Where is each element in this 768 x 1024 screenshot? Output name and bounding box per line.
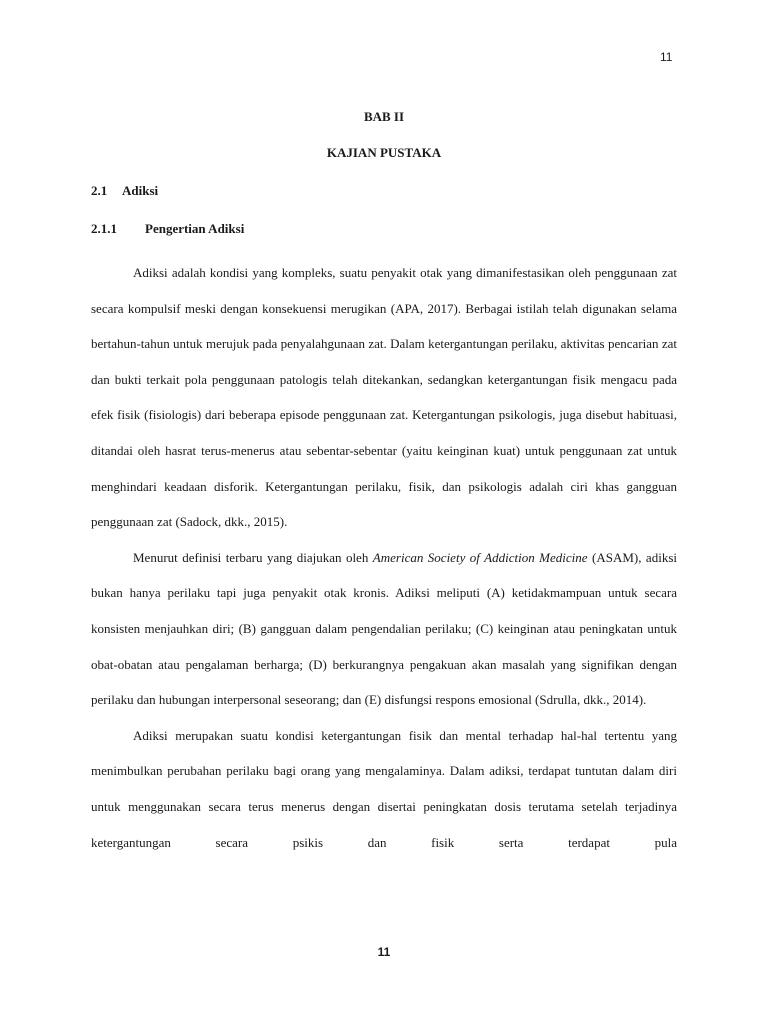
page-number-bottom: 11 [377,945,391,959]
paragraph-1: Adiksi adalah kondisi yang kompleks, suatu penyakit otak yang dimanifestasikan oleh penggunaan zat secara kompulsif meski dengan konsekuensi merugikan (APA, 2017). Berbagai istilah telah digunakan selama bertahun-tahun untuk merujuk pada penyalahgunaan zat. Dalam ketergantungan perilaku, aktivitas pencarian zat dan bukti terkait pola penggunaan patologis telah ditekankan, sedangkan ketergantungan fisik mengacu pada efek fisik (fisiologis) dari beberapa episode penggunaan zat. Ketergantungan psikologis, juga disebut habituasi, ditandai oleh hasrat terus-menerus atau sebentar-sebentar (yaitu keinginan kuat) untuk penggunaan zat untuk menghindari keadaan disforik. Ketergantungan perilaku, fisik, dan psikologis adalah ciri khas gangguan penggunaan zat (Sadock, dkk., 2015). [91,265,677,530]
chapter-number: BAB II [363,109,405,124]
subsection-heading [91,221,244,237]
body-text [91,255,677,860]
paragraph-3: Adiksi merupakan suatu kondisi ketergantungan fisik dan mental terhadap hal-hal tertentu yang menimbulkan perubahan perilaku bagi orang yang mengalaminya. Dalam adiksi, terdapat tuntutan dalam diri untuk menggunakan secara terus menerus dengan disertai peningkatan dosis terutama setelah terjadinya ketergantungan secara psikis dan fisik serta terdapat pula [91,727,677,850]
page-number-top: 11 [660,50,673,64]
paragraph-2 [91,540,677,718]
subsection-number: 2.1.1 [91,221,117,236]
paragraph-2-before: Menurut definisi terbaru yang diajukan oleh [133,549,373,565]
section-number: 2.1 [91,183,108,198]
paragraph-2-italic-term: American Society of Addiction Medicine [372,549,588,565]
subsection-title: Pengertian Adiksi [145,221,245,236]
paragraph-2-after: (ASAM), adiksi bukan hanya perilaku tapi juga penyakit otak kronis. Adiksi meliputi (A) ketidakmampuan untuk secara konsisten menjauhkan diri; (B) gangguan dalam pengendalian perilaku; (C) keinginan atau peningkatan untuk obat-obatan atau pengalaman berharga; (D) berkurangnya pengakuan akan masalah yang signifikan dengan perilaku dan hubungan interpersonal seseorang; dan (E) disfungsi respons emosional (Sdrulla, dkk., 2014). [91,549,677,708]
section-heading [91,183,158,199]
section-title: Adiksi [122,183,159,198]
chapter-title: KAJIAN PUSTAKA [326,145,442,160]
